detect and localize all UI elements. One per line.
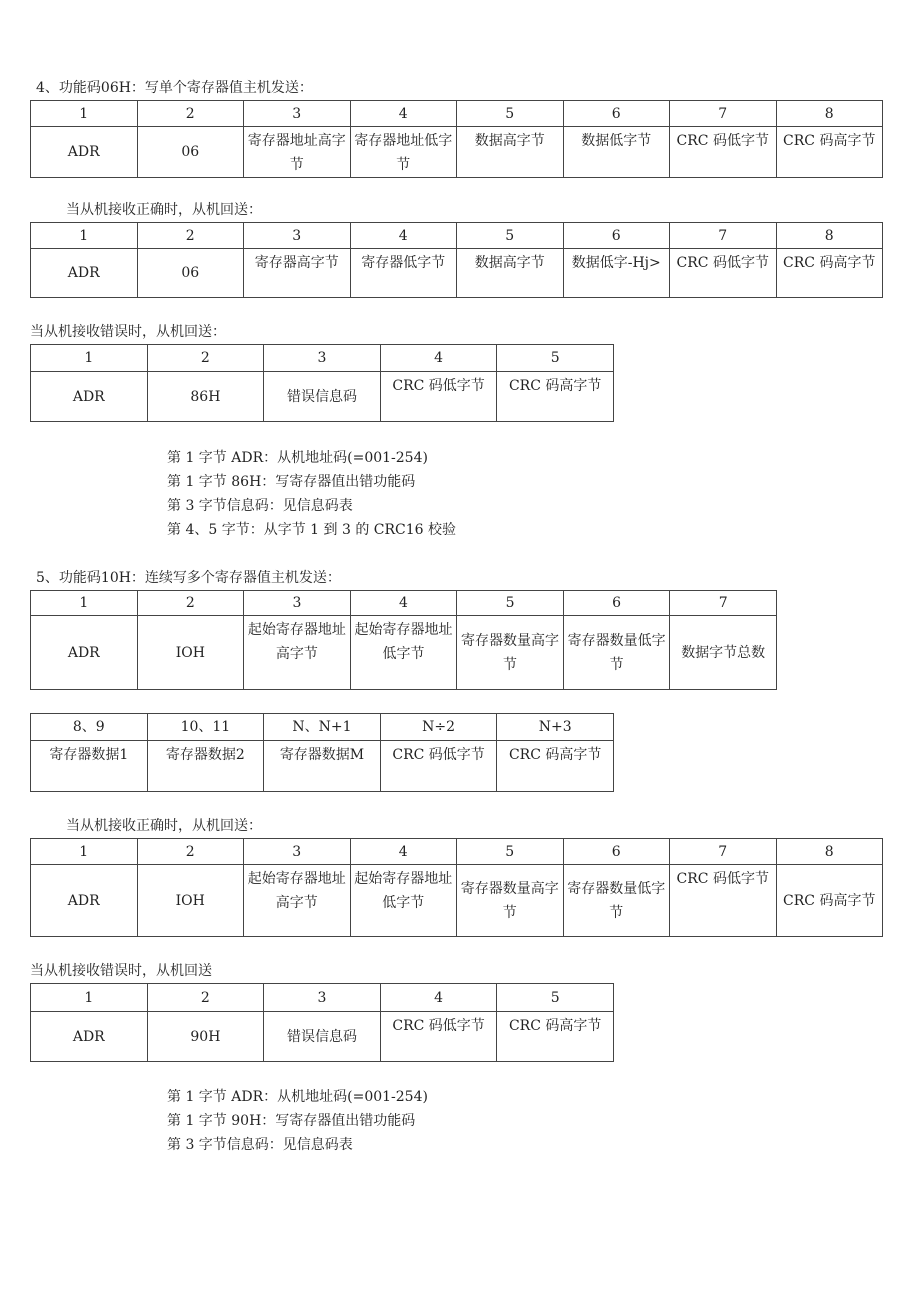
s4-err-table — [30, 344, 614, 422]
table-cell: 起始寄存器地址低字节 — [350, 616, 457, 690]
header-cell: 8 — [776, 839, 883, 865]
header-cell: N、N+1 — [264, 714, 381, 741]
table-cell: CRC 码低字节 — [380, 741, 497, 792]
s4-note: 第 1 字节 86H：写寄存器值出错功能码 — [167, 474, 416, 490]
header-row — [31, 101, 883, 127]
s4-send-table — [30, 100, 883, 178]
table-cell: CRC 码低字节 — [380, 1012, 497, 1062]
header-cell: N÷2 — [380, 714, 497, 741]
table-cell: 数据低字-Hj> — [563, 249, 670, 298]
header-cell: 1 — [31, 839, 138, 865]
table-cell: 寄存器数据2 — [147, 741, 264, 792]
table-cell: 起始寄存器地址高字节 — [244, 616, 351, 690]
table-row — [31, 616, 777, 690]
header-cell: 6 — [563, 591, 670, 616]
s4-ok-label: 当从机接收正确时，从机回送： — [66, 202, 262, 218]
table-cell: ADR — [31, 127, 138, 178]
table-cell: 寄存器数量低字节 — [563, 865, 670, 937]
table-cell: ADR — [31, 1012, 148, 1062]
section4-title: 4、功能码06H：写单个寄存器值主机发送： — [36, 80, 313, 96]
header-cell: 1 — [31, 984, 148, 1012]
header-cell: 1 — [31, 345, 148, 372]
table-cell: 90H — [147, 1012, 264, 1062]
s5-send-table-2 — [30, 713, 614, 792]
table-cell: ADR — [31, 616, 138, 690]
table-cell: ADR — [31, 372, 148, 422]
table-row — [31, 865, 883, 937]
table-cell: CRC 码低字节 — [670, 865, 777, 937]
header-cell: 4 — [350, 839, 457, 865]
table-cell: 数据高字节 — [457, 249, 564, 298]
table-cell: CRC 码低字节 — [670, 127, 777, 178]
table-cell: IOH — [137, 865, 244, 937]
header-cell: 2 — [137, 223, 244, 249]
table-cell: CRC 码高字节 — [776, 249, 883, 298]
table-cell: 寄存器数量高字节 — [457, 616, 564, 690]
table-cell: 数据低字节 — [563, 127, 670, 178]
header-cell: 5 — [457, 223, 564, 249]
header-cell: 5 — [457, 839, 564, 865]
s4-err-label: 当从机接收错误时，从机回送： — [30, 324, 226, 340]
table-row — [31, 372, 614, 422]
header-cell: 4 — [380, 345, 497, 372]
header-cell: 7 — [670, 223, 777, 249]
s5-note: 第 1 字节 ADR：从机地址码(=001-254) — [167, 1089, 428, 1105]
header-cell: 4 — [350, 223, 457, 249]
table-row — [31, 249, 883, 298]
header-cell: 3 — [244, 839, 351, 865]
table-cell: 寄存器数量低字节 — [563, 616, 670, 690]
header-cell: 10、11 — [147, 714, 264, 741]
header-cell: 2 — [147, 984, 264, 1012]
table-cell: CRC 码低字节 — [670, 249, 777, 298]
header-row — [31, 591, 777, 616]
header-cell: 3 — [244, 591, 351, 616]
header-cell: 2 — [137, 839, 244, 865]
header-cell: 2 — [137, 101, 244, 127]
table-cell: CRC 码高字节 — [497, 741, 614, 792]
header-row — [31, 223, 883, 249]
header-cell: 7 — [670, 101, 777, 127]
table-cell: 寄存器地址低字节 — [350, 127, 457, 178]
table-cell: 数据高字节 — [457, 127, 564, 178]
header-cell: 2 — [137, 591, 244, 616]
header-cell: 2 — [147, 345, 264, 372]
table-cell: 错误信息码 — [264, 372, 381, 422]
s5-ok-table — [30, 838, 883, 937]
header-cell: 1 — [31, 223, 138, 249]
header-cell: 4 — [350, 101, 457, 127]
header-cell: 6 — [563, 839, 670, 865]
table-cell: ADR — [31, 249, 138, 298]
header-cell: 3 — [244, 223, 351, 249]
table-cell: 起始寄存器地址高字节 — [244, 865, 351, 937]
header-row — [31, 839, 883, 865]
table-cell: 错误信息码 — [264, 1012, 381, 1062]
section5-title: 5、功能码10H：连续写多个寄存器值主机发送： — [36, 570, 341, 586]
table-cell: 寄存器数量高字节 — [457, 865, 564, 937]
header-cell: 3 — [264, 984, 381, 1012]
header-cell: 4 — [350, 591, 457, 616]
header-cell: N+3 — [497, 714, 614, 741]
table-row — [31, 1012, 614, 1062]
header-cell: 7 — [670, 591, 777, 616]
header-cell: 5 — [497, 984, 614, 1012]
header-cell: 8、9 — [31, 714, 148, 741]
header-cell: 8 — [776, 101, 883, 127]
table-cell: CRC 码高字节 — [776, 865, 883, 937]
table-cell: ADR — [31, 865, 138, 937]
table-cell: CRC 码高字节 — [497, 1012, 614, 1062]
table-cell: 86H — [147, 372, 264, 422]
header-cell: 1 — [31, 591, 138, 616]
s5-err-table — [30, 983, 614, 1062]
table-cell: 数据字节总数 — [670, 616, 777, 690]
s5-note: 第 3 字节信息码：见信息码表 — [167, 1137, 353, 1153]
header-cell: 5 — [497, 345, 614, 372]
table-cell: CRC 码高字节 — [776, 127, 883, 178]
header-cell: 6 — [563, 223, 670, 249]
s5-send-table — [30, 590, 777, 690]
header-cell: 6 — [563, 101, 670, 127]
s5-note: 第 1 字节 90H：写寄存器值出错功能码 — [167, 1113, 416, 1129]
header-row — [31, 714, 614, 741]
s5-ok-label: 当从机接收正确时，从机回送： — [66, 818, 262, 834]
s4-note: 第 3 字节信息码：见信息码表 — [167, 498, 353, 514]
table-cell: 06 — [137, 249, 244, 298]
header-cell: 7 — [670, 839, 777, 865]
s4-note: 第 4、5 字节：从字节 1 到 3 的 CRC16 校验 — [167, 522, 457, 538]
table-cell: IOH — [137, 616, 244, 690]
table-cell: 寄存器低字节 — [350, 249, 457, 298]
s4-ok-table — [30, 222, 883, 298]
table-cell: CRC 码低字节 — [380, 372, 497, 422]
s4-note: 第 1 字节 ADR：从机地址码(=001-254) — [167, 450, 428, 466]
s5-err-label: 当从机接收错误时，从机回送 — [30, 963, 212, 979]
table-row — [31, 741, 614, 792]
table-cell: 起始寄存器地址低字节 — [350, 865, 457, 937]
header-cell: 5 — [457, 591, 564, 616]
header-cell: 3 — [244, 101, 351, 127]
header-cell: 1 — [31, 101, 138, 127]
header-cell: 8 — [776, 223, 883, 249]
header-row — [31, 984, 614, 1012]
table-cell: 寄存器数据1 — [31, 741, 148, 792]
table-cell: 06 — [137, 127, 244, 178]
header-cell: 5 — [457, 101, 564, 127]
header-row — [31, 345, 614, 372]
header-cell: 3 — [264, 345, 381, 372]
header-cell: 4 — [380, 984, 497, 1012]
table-cell: 寄存器高字节 — [244, 249, 351, 298]
table-cell: 寄存器地址高字节 — [244, 127, 351, 178]
table-cell: CRC 码高字节 — [497, 372, 614, 422]
table-row — [31, 127, 883, 178]
table-cell: 寄存器数据M — [264, 741, 381, 792]
